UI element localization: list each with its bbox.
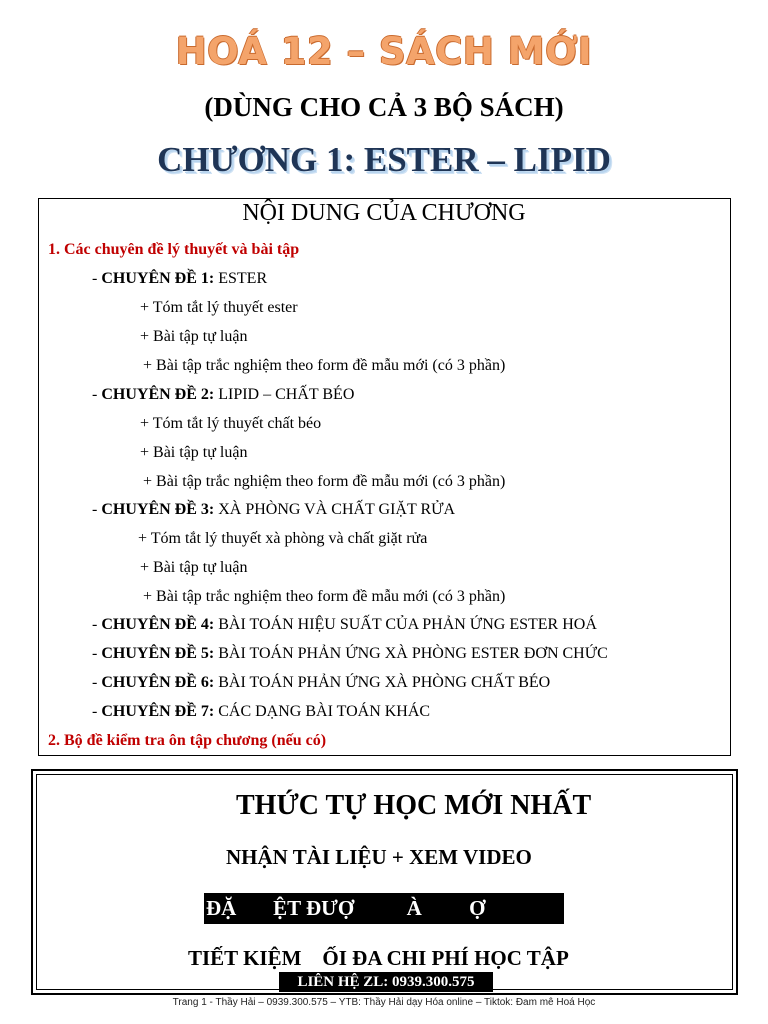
topic-3: - CHUYÊN ĐỀ 3: XÀ PHÒNG VÀ CHẤT GIẶT RỬA xyxy=(92,501,456,518)
topic-2-sub-2: + Bài tập tự luận xyxy=(140,444,248,461)
topic-1-sub-2: + Bài tập tự luận xyxy=(140,328,248,345)
topic-2-label: CHUYÊN ĐỀ 2: xyxy=(101,386,215,403)
topic-6-name: BÀI TOÁN PHẢN ỨNG XÀ PHÒNG CHẤT BÉO xyxy=(218,674,551,691)
topic-1-label: CHUYÊN ĐỀ 1: xyxy=(101,270,215,287)
topic-1-sub-3: + Bài tập trắc nghiệm theo form đề mẫu mới (có 3 phần) xyxy=(143,357,506,374)
topic-3-sub-3: + Bài tập trắc nghiệm theo form đề mẫu mới (có 3 phần) xyxy=(143,588,506,605)
chapter-title: CHƯƠNG 1: ESTER – LIPID xyxy=(157,140,611,179)
topic-7-label: CHUYÊN ĐỀ 7: xyxy=(101,703,215,720)
promo-title: THỨC TỰ HỌC MỚI NHẤT xyxy=(236,790,592,821)
section-1-heading: 1. Các chuyên đề lý thuyết và bài tập xyxy=(48,241,300,258)
topic-1-sub-1: + Tóm tắt lý thuyết ester xyxy=(140,299,298,316)
topic-2-sub-3: + Bài tập trắc nghiệm theo form đề mẫu mới (có 3 phần) xyxy=(143,473,506,490)
topic-2-name: LIPID – CHẤT BÉO xyxy=(218,386,355,403)
page-title: HOÁ 12 – SÁCH MỚI xyxy=(175,30,593,73)
topic-4: - CHUYÊN ĐỀ 4: BÀI TOÁN HIỆU SUẤT CỦA PHẢN ỨNG ESTER HOÁ xyxy=(92,616,597,633)
page-footer: Trang 1 - Thầy Hải – 0939.300.575 – YTB: Thầy Hải dạy Hóa online – Tiktok: Đam mê Hoá Học xyxy=(172,997,596,1008)
topic-7: - CHUYÊN ĐỀ 7: CÁC DẠNG BÀI TOÁN KHÁC xyxy=(92,703,431,720)
topic-4-name: BÀI TOÁN HIỆU SUẤT CỦA PHẢN ỨNG ESTER HOÁ xyxy=(218,616,597,633)
page-subtitle: (DÙNG CHO CẢ 3 BỘ SÁCH) xyxy=(204,92,564,122)
section-2-heading: 2. Bộ đề kiểm tra ôn tập chương (nếu có) xyxy=(48,732,327,749)
topic-1-name: ESTER xyxy=(218,270,268,287)
topic-3-sub-1: + Tóm tắt lý thuyết xà phòng và chất giặt rửa xyxy=(138,530,428,547)
promo-highlight-bar: ĐẶ ỆT ĐƯỢ À Ợ xyxy=(204,893,564,924)
topic-6: - CHUYÊN ĐỀ 6: BÀI TOÁN PHẢN ỨNG XÀ PHÒNG CHẤT BÉO xyxy=(92,674,551,691)
topic-5-name: BÀI TOÁN PHẢN ỨNG XÀ PHÒNG ESTER ĐƠN CHỨC xyxy=(218,645,608,662)
topic-1: - CHUYÊN ĐỀ 1: ESTER xyxy=(92,270,268,287)
topic-7-name: CÁC DẠNG BÀI TOÁN KHÁC xyxy=(218,703,431,720)
topic-2-sub-1: + Tóm tắt lý thuyết chất béo xyxy=(140,415,322,432)
topic-6-label: CHUYÊN ĐỀ 6: xyxy=(101,674,215,691)
promo-savings-text: TIẾT KIỆM ỐI ĐA CHI PHÍ HỌC TẬP xyxy=(188,946,569,970)
topic-3-name: XÀ PHÒNG VÀ CHẤT GIẶT RỬA xyxy=(218,501,456,518)
topic-2: - CHUYÊN ĐỀ 2: LIPID – CHẤT BÉO xyxy=(92,386,355,403)
topic-3-sub-2: + Bài tập tự luận xyxy=(140,559,248,576)
contact-banner: LIÊN HỆ ZL: 0939.300.575 xyxy=(279,972,493,992)
topic-3-label: CHUYÊN ĐỀ 3: xyxy=(101,501,215,518)
promo-subtitle: NHẬN TÀI LIỆU + XEM VIDEO xyxy=(226,845,532,869)
topic-5-label: CHUYÊN ĐỀ 5: xyxy=(101,645,215,662)
topic-5: - CHUYÊN ĐỀ 5: BÀI TOÁN PHẢN ỨNG XÀ PHÒNG ESTER ĐƠN CHỨC xyxy=(92,645,608,662)
topic-4-label: CHUYÊN ĐỀ 4: xyxy=(101,616,215,633)
contents-heading: NỘI DUNG CỦA CHƯƠNG xyxy=(242,200,526,226)
